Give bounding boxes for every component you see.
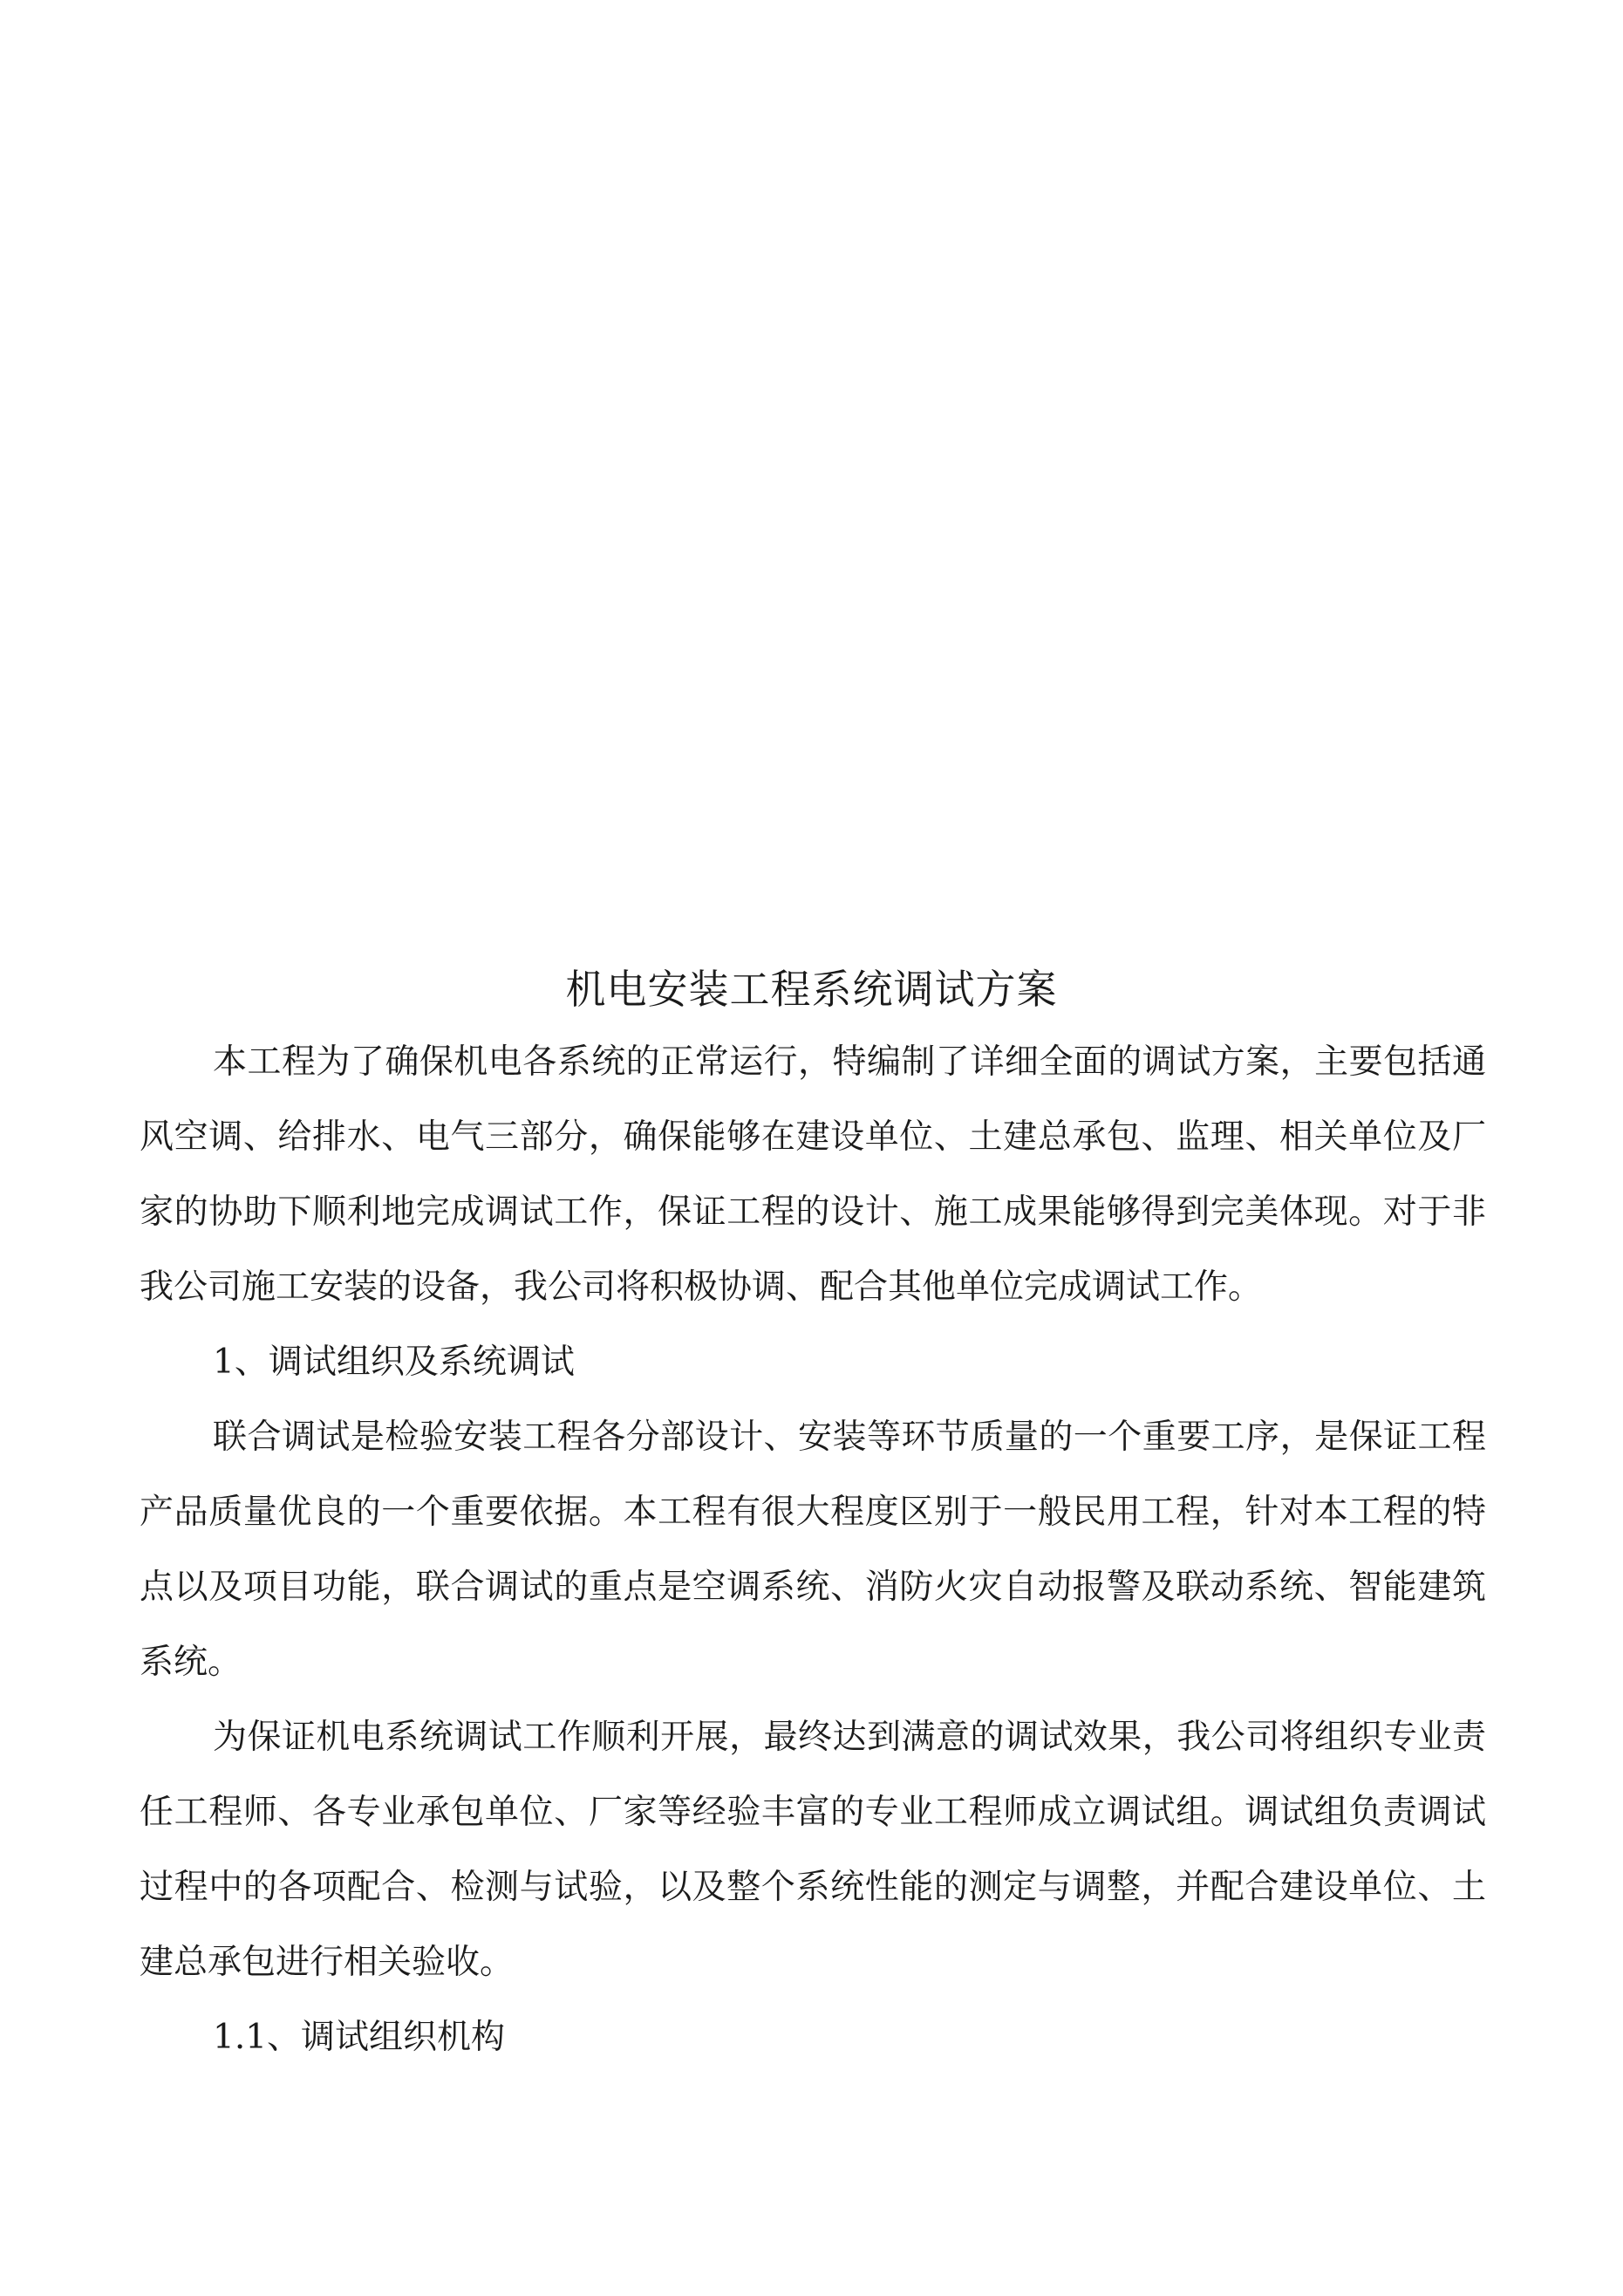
- debugging-team-paragraph: 为保证机电系统调试工作顺利开展，最终达到满意的调试效果，我公司将组织专业责任工程师、各专业承包单位、厂家等经验丰富的专业工程师成立调试组。调试组负责调试过程中的各项配合、检测与试验，以及整个系统性能的测定与调整，并配合建设单位、土建总承包进行相关验收。: [140, 1718, 1486, 1982]
- joint-debugging-paragraph: 联合调试是检验安装工程各分部设计、安装等环节质量的一个重要工序，是保证工程产品质量优良的一个重要依据。本工程有很大程度区别于一般民用工程，针对本工程的特点以及项目功能，联合调试的重点是空调系统、消防火灾自动报警及联动系统、智能建筑系统。: [140, 1418, 1486, 1682]
- document-title: 机电安装工程系统调试方案: [565, 966, 1058, 1013]
- intro-paragraph: 本工程为了确保机电各系统的正常运行，特编制了详细全面的调试方案，主要包括通风空调、给排水、电气三部分，确保能够在建设单位、土建总承包、监理、相关单位及厂家的协助下顺利地完成调试工作，保证工程的设计、施工成果能够得到完美体现。对于非我公司施工安装的设备，我公司将积极协调、配合其他单位完成调试工作。: [140, 1042, 1486, 1307]
- section-heading-1: 1、调试组织及系统调试: [213, 1343, 575, 1382]
- section-heading-1-1: 1.1、调试组织机构: [213, 2018, 506, 2057]
